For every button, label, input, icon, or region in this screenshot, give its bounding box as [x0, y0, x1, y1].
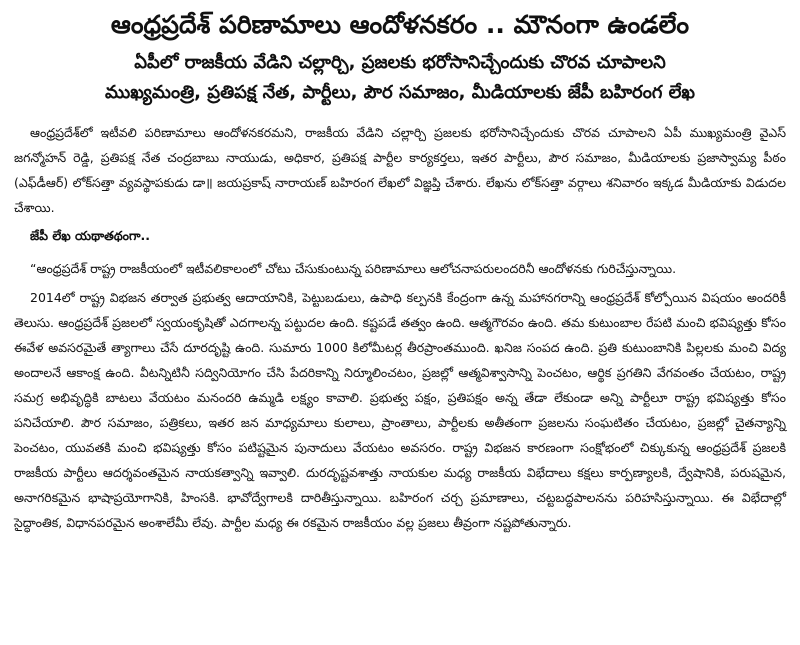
body-paragraph: 2014లో రాష్ట్ర విభజన తర్వాత ప్రభుత్వ ఆదాయానికి, పెట్టుబడులు, ఉపాధి కల్పనకి కేంద్రంగా ఉన్న మహానగరాన్ని ఆంధ్రప్రదేశ్ కోల్పోయిన విషయం అందరికీ తెలుసు. ఆంధ్రప్రదేశ్ ప్రజలలో స్వయంకృషితో ఎదగాలన్న పట్టుదల ఉంది. కష్టపడే తత్వం ఉంది. ఆత్మగౌరవం ఉంది. తమ కుటుంబాల రేపటి మంచి భవిష్యత్తు కోసం ఈవేళ అవసరమైతే త్యాగాలు చేసే దూరదృష్టి ఉంది. సుమారు 1000 కిలోమీటర్ల తీరప్రాంతముంది. ఖనిజ సంపద ఉంది. ప్రతి కుటుంబానికి పిల్లలకు మంచి విద్య అందాలనే ఆకాంక్ష ఉంది. వీటన్నిటినీ సద్వినియోగం చేసి పేదరికాన్ని నిర్మూలించటం, ప్రజల్లో ఆత్మవిశ్వాసాన్ని పెంచటం, ఆర్థిక ప్రగతిని వేగవంతం చేయటం, రాష్ట్ర సమగ్ర అభివృద్ధికి బాటలు వేయటం మనందరి ఉమ్మడి లక్ష్యం కావాలి. ప్రభుత్వ పక్షం, ప్రతిపక్షం అన్న తేడా లేకుండా అన్ని పార్టీలూ రాష్ట్ర భవిష్యత్తు కోసం పనిచేయాలి. పౌర సమాజం, పత్రికలు, ఇతర జన మాధ్యమాలు కులాలు, ప్రాంతాలు, పార్టీలకు అతీతంగా ప్రజలను సంఘటితం చేయటం, ప్రజల్లో చైతన్యాన్ని పెంచటం, యువతకి మంచి భవిష్యత్తు కోసం పటిష్టమైన పునాదులు వేయటం అవసరం. రాష్ట్ర విభజన కారణంగా సంక్షోభంలో చిక్కుకున్న ఆంధ్రప్రదేశ్ ప్రజలకి రాజకీయ పార్టీలు ఆదర్శవంతమైన నాయకత్వాన్ని ఇవ్వాలి. దురదృష్టవశాత్తు నాయకుల మధ్య రాజకీయ విభేదాలు కక్షలు కార్పణ్యాలకి, ద్వేషానికి, పరుషమైన, అనాగరికమైన భాషాప్రయోగానికి, హింసకి. భావోద్వేగాలకి దారితీస్తున్నాయి. బహిరంగ చర్చ ప్రమాణాలు, చట్టబద్ధపాలనను పరిహసిస్తున్నాయి. ఈ విభేదాల్లో సైద్ధాంతిక, విధానపరమైన అంశాలేమీ లేవు. పార్టీల మధ్య ఈ రకమైన రాజకీయం వల్ల ప్రజలు తీవ్రంగా నష్టపోతున్నారు. — [14, 290, 786, 530]
subheadline-line-1: ఏపీలో రాజకీయ వేడిని చల్లార్చి, ప్రజలకు భరోసానిచ్చేందుకు చొరవ చూపాలని — [134, 52, 666, 73]
subheadline-block — [14, 48, 786, 108]
intro-paragraph: ఆంధ్రప్రదేశ్‌లో ఇటీవలి పరిణామాలు ఆందోళనకరమని, రాజకీయ వేడిని చల్లార్చి ప్రజలకు భరోసానిచ్చేందుకు చొరవ చూపాలని ఏపీ ముఖ్యమంత్రి వైఎస్ జగన్మోహన్ రెడ్డి, ప్రతిపక్ష నేత చంద్రబాబు నాయుడు, అధికార, ప్రతిపక్ష పార్టీల కార్యకర్తలు, ఇతర పార్టీలు, పౌర సమాజం, మీడియాలకు ప్రజాస్వామ్య పీఠం (ఎఫ్‌డీఆర్) లోక్‌సత్తా వ్యవస్థాపకుడు డా॥ జయప్రకాష్ నారాయణ్ బహిరంగ లేఖలో విజ్ఞప్తి చేశారు. లేఖను లోక్‌సత్తా వర్గాలు శనివారం ఇక్కడ మీడియాకు విడుదల చేశాయి. — [14, 125, 786, 215]
section-label: జేపీ లేఖ యథాతథంగా.. — [30, 228, 151, 243]
headline: ఆంధ్రప్రదేశ్ పరిణామాలు ఆందోళనకరం .. మౌనంగా ఉండలేం — [110, 10, 690, 39]
quote-opening-paragraph: “ఆంధ్రప్రదేశ్ రాష్ట్ర రాజకీయంలో ఇటీవలికాలంలో చోటు చేసుకుంటున్న పరిణామాలు ఆలోచనాపరులందరినీ ఆందోళనకు గురిచేస్తున్నాయి. — [30, 261, 677, 276]
subheadline-line-2: ముఖ్యమంత్రి, ప్రతిపక్ష నేత, పార్టీలు, పౌర సమాజం, మీడియాలకు జేపీ బహిరంగ లేఖ — [105, 82, 695, 103]
